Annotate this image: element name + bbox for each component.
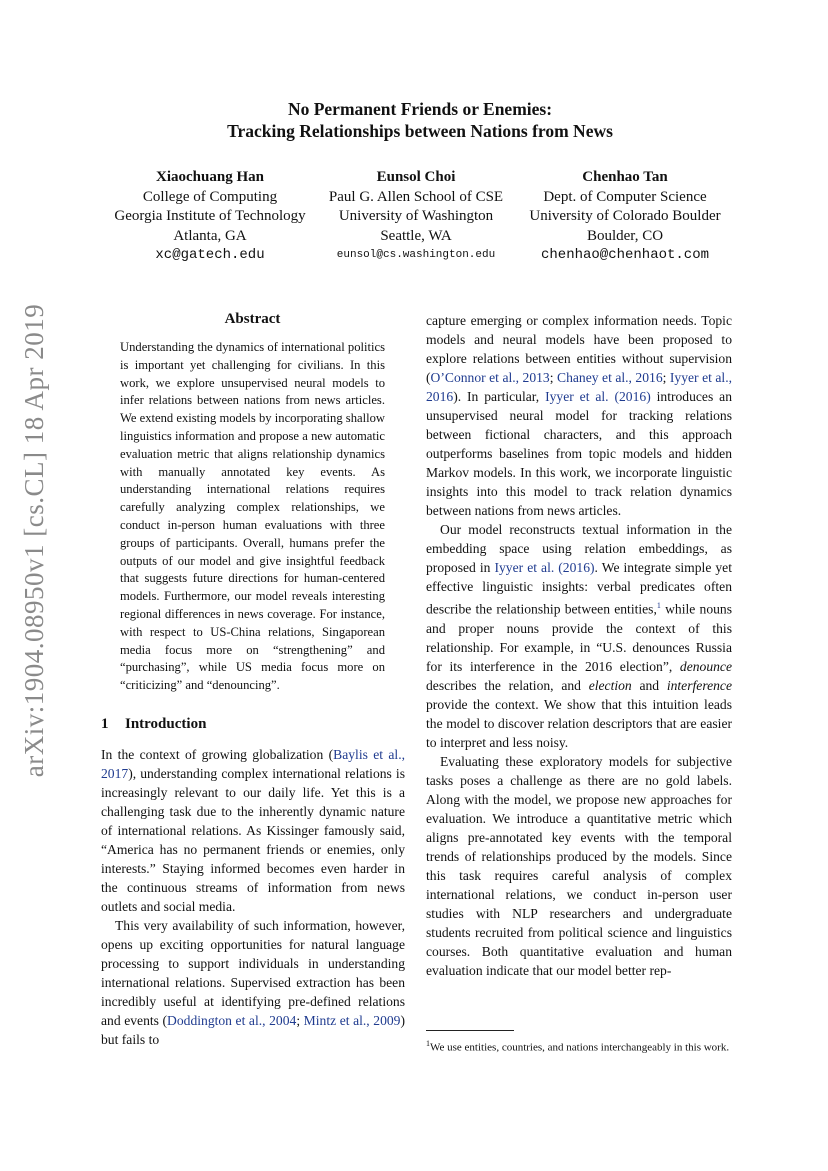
intro-paragraph-3: Our model reconstructs textual information in the embedding space using relation embeddings, as proposed in Iyyer et al. (2016). We integrate simple yet effective linguistic insights: verbal predicates often describe the relationship between entities,$^1$ while nouns and proper nouns provide the context of this relationship. For example, in “U.S. denounces Russia for its interference in the 2016 election”, denounce describes the relation, and election and interference provide the context. We show that this intuition leads the model to discover relation descriptors that are easier to interpret and less noisy. (426, 522, 732, 750)
author-affiliation: College of Computing (142, 188, 278, 205)
author-location: Atlanta, GA (173, 227, 247, 244)
arxiv-stamp-text: arXiv:1904.08950v1 [cs.CL] 18 Apr 2019 (19, 303, 50, 777)
author-affiliation: Dept. of Computer Science (543, 188, 707, 205)
intro-paragraph-2-continued: ) but fails to (101, 1013, 405, 1047)
author-email[interactable]: chenhao@chenhaot.com (540, 247, 710, 263)
citation-link[interactable]: Baylis et al., 2017 (101, 747, 405, 781)
author-block-2 (315, 168, 517, 266)
author-name: Eunsol Choi (376, 169, 456, 185)
footnote-text: We use entities, countries, and nations interchangeably in this work. (430, 1041, 730, 1054)
citation-link[interactable]: Iyyer et al. (2016) (545, 389, 651, 404)
citation-link[interactable]: O’Connor et al., 2013 (430, 370, 550, 385)
citation-link[interactable]: Doddington et al., 2004 (167, 1013, 297, 1028)
author-institution: University of Washington (338, 208, 494, 224)
author-location: Seattle, WA (380, 227, 452, 244)
author-location: Boulder, CO (586, 227, 664, 244)
footnote-divider (426, 1030, 514, 1031)
abstract-heading: Abstract (224, 311, 281, 327)
section-title: Introduction (125, 716, 207, 732)
abstract-text: Understanding the dynamics of international politics is important yet challenging for civilians. In this work, we explore unsupervised neural models to infer relations between nations from news articles. We extend existing models by incorporating shallow linguistics information and propose a new automatic evaluation metric that aligns relationship dynamics with manually annotated key events. As understanding international relations requires carefully analyzing complex relationships, we conduct in-person human evaluations with three groups of participants. Overall, humans prefer the outputs of our model and give insightful feedback that suggests future directions for human-centered models. Furthermore, our model reveals interesting regional differences in news coverage. For instance, with respect to US-China relations, Singaporean media focus more on “strengthening” and “purchasing”, while US media focus more on “criticizing” and “denouncing”. (120, 340, 385, 693)
author-email[interactable]: xc@gatech.edu (155, 247, 265, 263)
author-block-1 (95, 168, 325, 266)
author-email[interactable]: eunsol@cs.washington.edu (336, 249, 496, 261)
author-institution: Georgia Institute of Technology (114, 208, 306, 224)
citation-link[interactable]: Iyyer et al. (2016) (494, 560, 595, 575)
section-heading-introduction (101, 716, 206, 733)
footnote (426, 1036, 732, 1056)
intro-paragraph-4: Evaluating these exploratory models for subjective tasks poses a challenge as there are no gold labels. Along with the model, we propose new approaches for evaluation. We introduce a quantitative metric which aligns pre-annotated key events with the temporal trends of relationships produced by the models. Since this task requires careful analysis of complex international relations, we conduct in-person user studies with NLP researchers and undergraduate students recruited from political science and linguistics courses. Both quantitative evaluation and human evaluation indicate that our model better rep- (426, 753, 732, 978)
footnote-number: 1 (426, 1039, 430, 1048)
intro-right-column (426, 311, 732, 980)
citation-link[interactable]: Iyyer et al., 2016 (426, 370, 732, 404)
author-block-3 (512, 168, 738, 266)
author-institution: University of Colorado Boulder (529, 208, 721, 224)
paper-title-line-2: Tracking Relationships between Nations from News (227, 121, 613, 141)
author-name: Chenhao Tan (582, 169, 668, 185)
footnote-marker[interactable]: 1 (656, 601, 661, 610)
intro-left-column (101, 745, 405, 1049)
section-number: 1 (101, 716, 109, 732)
author-name: Xiaochuang Han (156, 169, 264, 185)
citation-link[interactable]: Chaney et al., 2016 (557, 370, 663, 385)
intro-paragraph-1: In the context of growing globalization (Baylis et al., 2017), understanding complex international relations is increasingly relevant to our daily life. Yet this is a challenging task due to the inherently dynamic nature of international relations. As Kissinger famously said, “America has no permanent friends or enemies, only interests.” Staying informed becomes even harder in the continuous streams of information from news outlets and social media. (101, 747, 405, 914)
author-affiliation: Paul G. Allen School of CSE (328, 188, 504, 205)
arxiv-stamp (10, 210, 60, 870)
intro-paragraph-2-cont: capture emerging or complex information needs. Topic models and neural models have been proposed to explore relations between entities without supervision (O’Connor et al., 2013; Chaney et al., 2016; Iyyer et al., 2016). In particular, Iyyer et al. (2016) introduces an unsupervised neural model for tracking relations between fictional characters, and this approach outperforms baselines from topic models and hidden Markov models. In this work, we incorporate linguistic insights into this model to track relation dynamics between nations from news articles. (426, 313, 732, 518)
intro-paragraph-2: This very availability of such information, however, opens up exciting opportunities for natural language processing to support individuals in understanding international relations. Supervised extraction has been incredibly useful at identifying pre-defined relations and events (Doddington et al., 2004; Mintz et al., 2009) but fails to (101, 918, 405, 1047)
citation-link[interactable]: Mintz et al., 2009 (303, 1013, 401, 1028)
paper-title-line-1: No Permanent Friends or Enemies: (287, 99, 553, 119)
